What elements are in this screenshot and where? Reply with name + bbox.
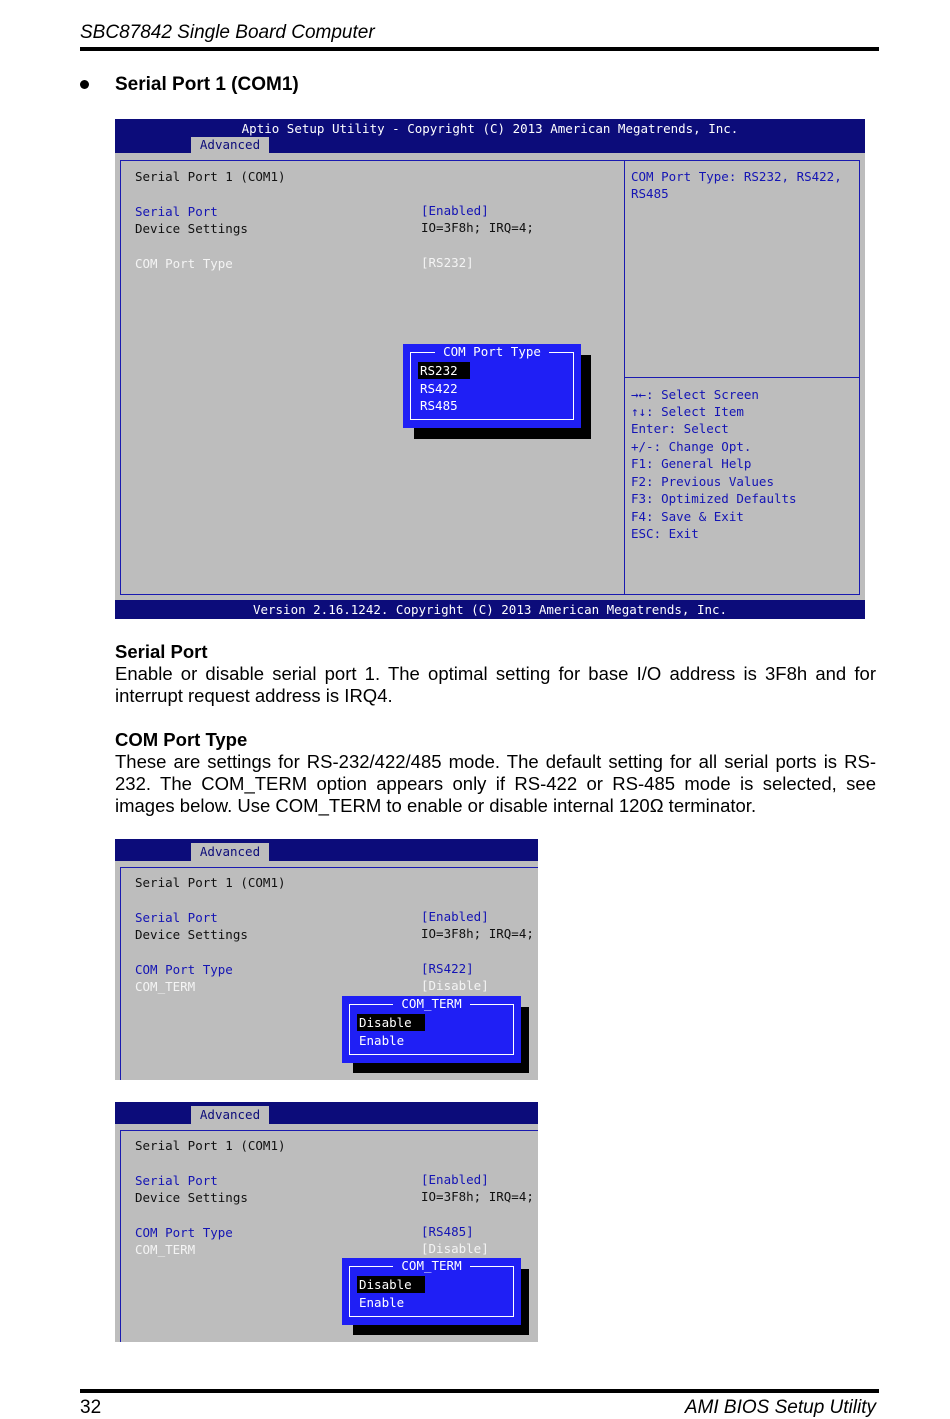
popup-title: [403, 344, 581, 360]
bios-heading: Serial Port 1 (COM1): [135, 1138, 286, 1153]
popup-option-disable[interactable]: Disable: [357, 1276, 425, 1293]
page-header-title: SBC87842 Single Board Computer: [80, 22, 375, 43]
popup-option-rs485[interactable]: RS485: [420, 398, 458, 413]
com-port-type-item[interactable]: COM Port Type: [135, 256, 233, 271]
help-text-line2: RS485: [631, 186, 669, 201]
tab-advanced[interactable]: Advanced: [191, 137, 269, 153]
header-rule: [80, 47, 879, 51]
tab-advanced[interactable]: Advanced: [191, 1106, 269, 1124]
tab-advanced[interactable]: Advanced: [191, 843, 269, 861]
key-help-f4: F4: Save & Exit: [631, 509, 744, 524]
bios-screen-com-term-rs485: [115, 1102, 538, 1342]
bios-title-bar: [115, 1102, 538, 1124]
popup-title: [342, 996, 521, 1012]
bios-screen-com-port-type: [115, 119, 865, 619]
footer-chapter-title: AMI BIOS Setup Utility: [684, 1397, 876, 1418]
com-term-item[interactable]: COM_TERM: [135, 979, 196, 994]
com-port-type-heading: COM Port Type: [115, 729, 248, 750]
device-settings-item: Device Settings: [135, 1190, 248, 1205]
key-help-select-screen: →←: Select Screen: [631, 387, 759, 402]
serial-port-value[interactable]: [Enabled]: [421, 909, 489, 924]
popup-title: [342, 1258, 521, 1274]
device-settings-item: Device Settings: [135, 927, 248, 942]
com-term-value[interactable]: [Disable]: [421, 1241, 489, 1256]
popup-option-rs232[interactable]: RS232: [418, 362, 470, 379]
key-help-f1: F1: General Help: [631, 456, 752, 471]
bios-heading: Serial Port 1 (COM1): [135, 875, 286, 890]
com-port-type-value[interactable]: [RS485]: [421, 1224, 474, 1239]
popup-title-text: COM_TERM: [393, 1258, 469, 1273]
popup-option-enable[interactable]: Enable: [359, 1033, 405, 1048]
popup-option-rs422[interactable]: RS422: [420, 381, 458, 396]
section-title: Serial Port 1 (COM1): [115, 74, 299, 95]
serial-port-value[interactable]: [Enabled]: [421, 1172, 489, 1187]
help-text-line1: COM Port Type: RS232, RS422,: [631, 169, 842, 184]
com-port-type-description: These are settings for RS-232/422/485 mode. The default setting for all serial ports is RS-232. The COM_TERM option appears only if RS-422 or RS-485 mode is selected, see images below. Use COM_TERM to enable or disable internal 120Ω terminator.: [115, 751, 876, 816]
com-port-type-popup[interactable]: [403, 344, 581, 428]
com-term-item[interactable]: COM_TERM: [135, 1242, 196, 1257]
page-number: 32: [80, 1397, 102, 1418]
serial-port-item[interactable]: Serial Port: [135, 1173, 218, 1188]
serial-port-item[interactable]: Serial Port: [135, 204, 218, 219]
com-term-popup[interactable]: [342, 996, 521, 1063]
com-term-value[interactable]: [Disable]: [421, 978, 489, 993]
bullet-icon: [80, 80, 89, 89]
com-port-type-item[interactable]: COM Port Type: [135, 962, 233, 977]
bios-version-footer: Version 2.16.1242. Copyright (C) 2013 American Megatrends, Inc.: [115, 600, 865, 619]
popup-title-text: COM Port Type: [435, 344, 549, 359]
device-settings-value: IO=3F8h; IRQ=4;: [421, 926, 534, 941]
bios-app-title: Aptio Setup Utility - Copyright (C) 2013 American Megatrends, Inc.: [241, 121, 739, 136]
key-help-f3: F3: Optimized Defaults: [631, 491, 797, 506]
key-help-f2: F2: Previous Values: [631, 474, 774, 489]
serial-port-heading: Serial Port: [115, 641, 208, 662]
key-help-select-item: ↑↓: Select Item: [631, 404, 744, 419]
footer-rule: [80, 1389, 879, 1393]
serial-port-item[interactable]: Serial Port: [135, 910, 218, 925]
key-help-change-opt: +/-: Change Opt.: [631, 439, 752, 454]
popup-title-text: COM_TERM: [393, 996, 469, 1011]
com-port-type-value[interactable]: [RS422]: [421, 961, 474, 976]
bios-title-bar: [115, 839, 538, 861]
device-settings-value: IO=3F8h; IRQ=4;: [421, 1189, 534, 1204]
key-help-enter: Enter: Select: [631, 421, 729, 436]
device-settings-item: Device Settings: [135, 221, 248, 236]
serial-port-description: Enable or disable serial port 1. The optimal setting for base I/O address is 3F8h and for interrupt request address is IRQ4.: [115, 663, 876, 706]
com-term-popup[interactable]: [342, 1258, 521, 1325]
bios-screen-com-term-rs422: [115, 839, 538, 1080]
device-settings-value: IO=3F8h; IRQ=4;: [421, 220, 534, 235]
popup-option-enable[interactable]: Enable: [359, 1295, 405, 1310]
bios-heading: Serial Port 1 (COM1): [135, 169, 286, 184]
key-help-esc: ESC: Exit: [631, 526, 699, 541]
popup-option-disable[interactable]: Disable: [357, 1014, 425, 1031]
serial-port-value[interactable]: [Enabled]: [421, 203, 489, 218]
com-port-type-item[interactable]: COM Port Type: [135, 1225, 233, 1240]
com-port-type-value[interactable]: [RS232]: [421, 255, 474, 270]
